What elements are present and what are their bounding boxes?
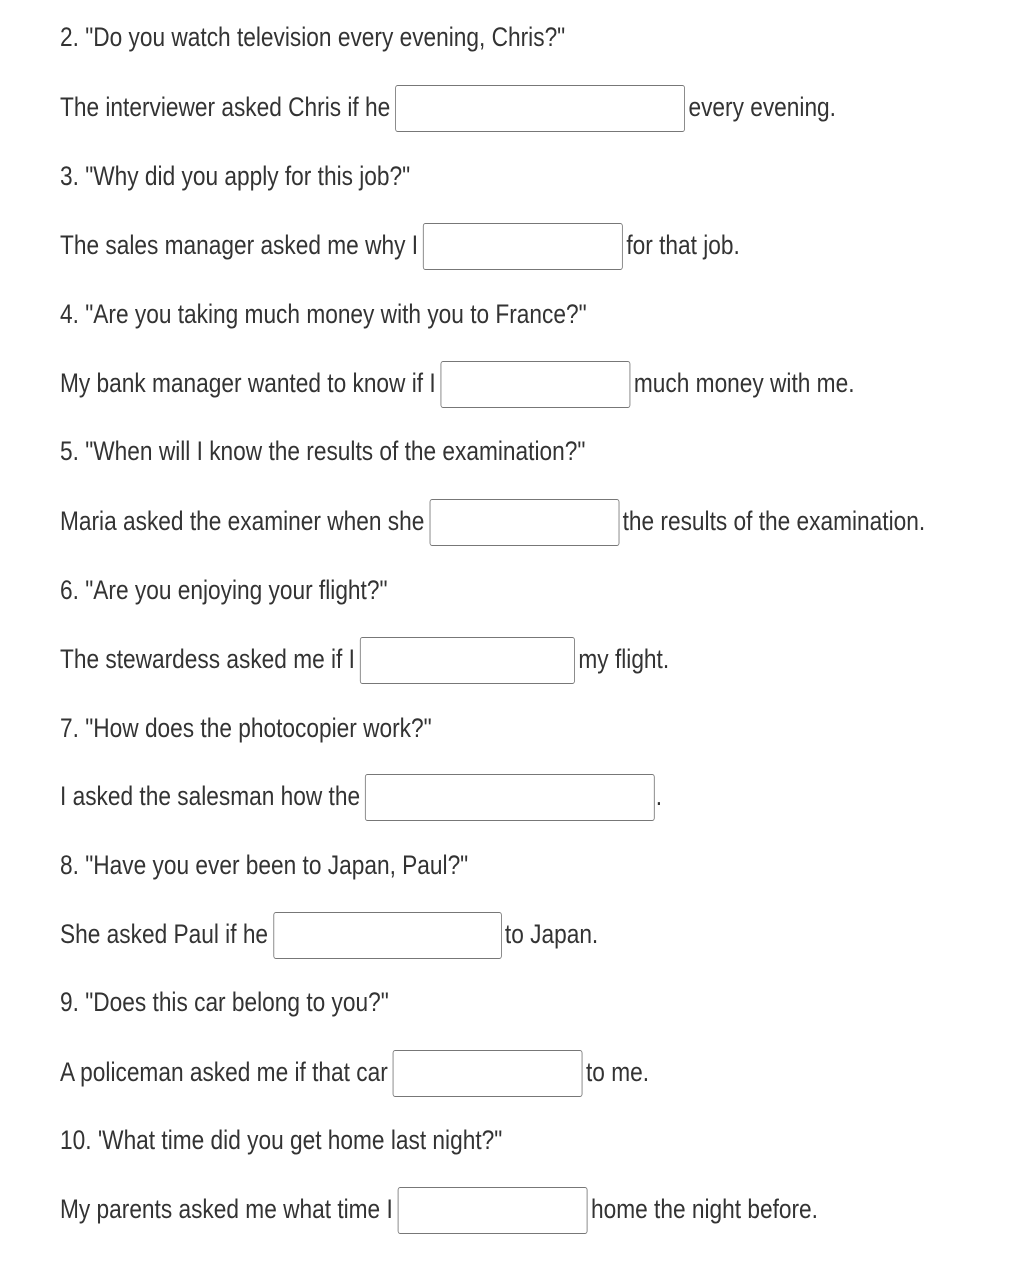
sentence-start: The stewardess asked me if I <box>60 644 355 674</box>
sentence-start: The sales manager asked me why I <box>60 230 419 260</box>
question-text: 5. "When will I know the results of the examination?" <box>60 436 586 466</box>
question-6 <box>60 564 388 616</box>
question-9 <box>60 976 389 1028</box>
sentence-10 <box>60 1183 818 1235</box>
sentence-end: every evening. <box>688 92 836 122</box>
question-text: 8. "Have you ever been to Japan, Paul?" <box>60 850 469 880</box>
question-8 <box>60 839 468 891</box>
answer-input-5[interactable] <box>429 499 619 546</box>
sentence-3 <box>60 219 740 271</box>
question-text: 2. "Do you watch television every evening, Chris?" <box>60 22 566 52</box>
answer-input-3[interactable] <box>423 223 623 270</box>
sentence-end: much money with me. <box>633 368 855 398</box>
answer-input-10[interactable] <box>398 1187 588 1234</box>
sentence-start: My parents asked me what time I <box>60 1194 393 1224</box>
sentence-end: home the night before. <box>591 1194 818 1224</box>
answer-input-4[interactable] <box>441 361 631 408</box>
sentence-end: to me. <box>586 1057 650 1087</box>
sentence-7 <box>60 770 662 822</box>
question-4 <box>60 288 587 340</box>
answer-input-2[interactable] <box>395 85 685 132</box>
question-2 <box>60 11 565 63</box>
sentence-end: the results of the examination. <box>622 506 926 536</box>
question-7 <box>60 702 432 754</box>
question-text: 3. "Why did you apply for this job?" <box>60 161 411 191</box>
sentence-start: She asked Paul if he <box>60 919 269 949</box>
sentence-start: I asked the salesman how the <box>60 781 361 811</box>
question-text: 9. "Does this car belong to you?" <box>60 987 389 1017</box>
sentence-5 <box>60 495 925 547</box>
sentence-start: The interviewer asked Chris if he <box>60 92 391 122</box>
answer-input-7[interactable] <box>365 774 655 821</box>
sentence-start: A policeman asked me if that car <box>60 1057 388 1087</box>
sentence-4 <box>60 357 854 409</box>
sentence-6 <box>60 633 669 685</box>
question-10 <box>60 1114 502 1166</box>
sentence-end: . <box>655 781 663 811</box>
question-text: 7. "How does the photocopier work?" <box>60 713 432 743</box>
answer-input-9[interactable] <box>393 1050 583 1097</box>
sentence-9 <box>60 1046 649 1098</box>
sentence-end: for that job. <box>626 230 740 260</box>
question-text: 4. "Are you taking much money with you to France?" <box>60 299 587 329</box>
question-3 <box>60 150 410 202</box>
sentence-start: My bank manager wanted to know if I <box>60 368 436 398</box>
question-text: 6. "Are you enjoying your flight?" <box>60 575 388 605</box>
question-5 <box>60 425 585 477</box>
sentence-end: my flight. <box>578 644 670 674</box>
sentence-2 <box>60 81 836 133</box>
question-text: 10. 'What time did you get home last night?" <box>60 1125 503 1155</box>
answer-input-8[interactable] <box>273 912 501 959</box>
sentence-end: to Japan. <box>504 919 599 949</box>
answer-input-6[interactable] <box>360 637 575 684</box>
sentence-8 <box>60 908 598 960</box>
sentence-start: Maria asked the examiner when she <box>60 506 425 536</box>
